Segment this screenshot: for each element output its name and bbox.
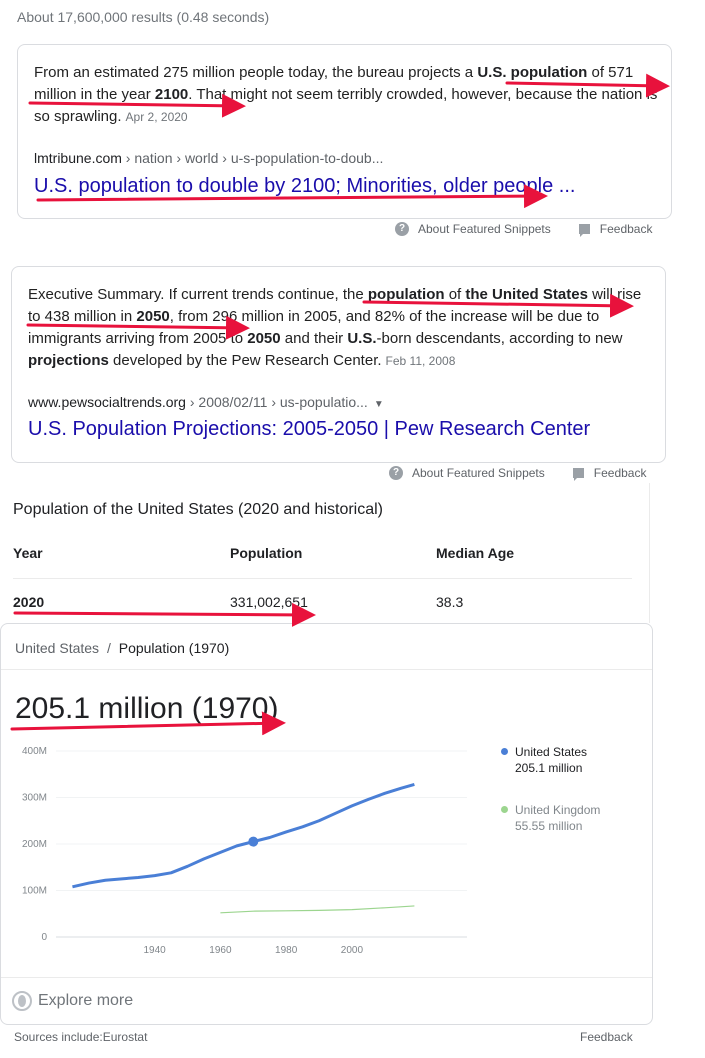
result-cite xyxy=(28,394,384,410)
snippet-text xyxy=(28,284,653,372)
bold-segment: the United States xyxy=(465,286,588,303)
series-line-united-states xyxy=(72,784,414,886)
about-row-2 xyxy=(389,466,646,480)
series-line-united-kingdom xyxy=(220,906,414,913)
feedback-link[interactable]: Feedback xyxy=(580,1030,633,1044)
legend-united-states[interactable] xyxy=(515,744,587,776)
table-title: Population of the United States (2020 and historical) xyxy=(13,501,384,518)
text-segment: -born descendants, according to new xyxy=(376,330,623,347)
text-segment: From an estimated 275 million people today, the bureau projects a xyxy=(34,64,478,81)
cite-site: www.pewsocialtrends.org xyxy=(28,394,186,410)
explore-more-label: Explore more xyxy=(38,992,134,1009)
cite-path: › 2008/02/11 › us-populatio... xyxy=(185,394,368,410)
text-segment: developed by the Pew Research Center. xyxy=(108,352,382,369)
column-header-median-age: Median Age xyxy=(436,545,515,561)
y-tick-label: 200M xyxy=(21,839,47,850)
globe-icon xyxy=(12,991,32,1011)
feedback-icon xyxy=(579,224,590,234)
result-title-link[interactable]: U.S. population to double by 2100; Minorities, older people ... xyxy=(34,175,576,197)
population-value: 205.1 million (1970) xyxy=(15,692,279,725)
text-segment: and their xyxy=(280,330,348,347)
bold-segment: U.S. population xyxy=(477,64,588,81)
x-tick-label: 1980 xyxy=(275,945,298,956)
population-table-card xyxy=(0,483,650,623)
feedback-link[interactable]: Feedback xyxy=(599,222,653,236)
snippet-date: Apr 2, 2020 xyxy=(125,110,188,124)
text-segment: Executive Summary. If current trends continue, the xyxy=(28,286,368,303)
population-chart[interactable] xyxy=(1,739,481,969)
highlight-point xyxy=(248,837,258,847)
text-segment: , from 296 million in 2005, and 82% of the increase will be due to immigrants arriving from 2005 to xyxy=(28,308,600,347)
divider xyxy=(1,977,652,978)
bold-segment: projections xyxy=(28,352,109,369)
caret-down-icon[interactable]: ▼ xyxy=(373,399,384,410)
cite-path: › nation › world › u-s-population-to-doub... xyxy=(121,150,384,166)
y-tick-label: 0 xyxy=(41,932,47,943)
bold-segment: 2100 xyxy=(154,86,189,103)
about-featured-snippets-link[interactable]: About Featured Snippets xyxy=(418,222,551,236)
cite-site: lmtribune.com xyxy=(34,150,122,166)
x-tick-label: 2000 xyxy=(340,945,364,956)
table-cell-median-age: 38.3 xyxy=(436,594,464,610)
text-segment: of 571 million in the year xyxy=(34,64,634,103)
breadcrumb xyxy=(15,640,229,656)
column-header-population: Population xyxy=(230,545,303,561)
about-featured-snippets-link[interactable]: About Featured Snippets xyxy=(412,466,545,480)
legend-united-kingdom[interactable] xyxy=(515,802,600,834)
bold-segment: 2050 xyxy=(136,308,170,325)
result-title-link[interactable]: U.S. Population Projections: 2005-2050 | Pew Research Center xyxy=(28,418,591,440)
table-cell-year: 2020 xyxy=(13,594,45,610)
feedback-icon xyxy=(573,468,584,478)
legend-dot-icon xyxy=(501,748,508,755)
help-circle-icon: ? xyxy=(389,466,403,480)
featured-snippet-2 xyxy=(11,266,666,463)
text-segment: of xyxy=(444,286,466,303)
legend-dot-icon xyxy=(501,806,508,813)
legend-value: 205.1 million xyxy=(515,761,583,775)
about-row-1 xyxy=(395,222,652,236)
x-tick-label: 1940 xyxy=(143,945,166,956)
text-segment: will rise to 438 million in xyxy=(28,286,642,325)
population-panel xyxy=(0,623,653,1025)
featured-snippet-1 xyxy=(17,44,672,219)
results-count: About 17,600,000 results (0.48 seconds) xyxy=(17,9,270,25)
y-tick-label: 400M xyxy=(21,746,47,757)
table-cell-population: 331,002,651 xyxy=(230,594,308,610)
bold-segment: population xyxy=(367,286,445,303)
legend-value: 55.55 million xyxy=(515,819,583,833)
snippet-date: Feb 11, 2008 xyxy=(385,354,456,368)
bold-segment: 2050 xyxy=(247,330,281,347)
result-cite xyxy=(34,150,383,166)
y-tick-label: 300M xyxy=(21,792,47,804)
y-tick-label: 100M xyxy=(21,885,47,897)
text-segment: . That might not seem terribly crowded, however, because the nation is so sprawling. xyxy=(34,86,658,125)
bold-segment: U.S. xyxy=(347,330,377,347)
help-circle-icon: ? xyxy=(395,222,409,236)
breadcrumb-separator: / xyxy=(106,640,111,656)
explore-more-link[interactable] xyxy=(12,991,133,1011)
snippet-text xyxy=(34,62,659,128)
x-tick-label: 1960 xyxy=(209,945,232,956)
feedback-link[interactable]: Feedback xyxy=(593,466,647,480)
column-header-year: Year xyxy=(13,545,43,561)
sources-text: Sources include:Eurostat xyxy=(14,1030,148,1044)
breadcrumb-root[interactable]: United States xyxy=(15,640,100,656)
divider xyxy=(1,669,652,670)
legend-name: United States xyxy=(515,745,588,759)
breadcrumb-current: Population (1970) xyxy=(118,640,230,656)
table-divider xyxy=(13,578,632,579)
legend-name: United Kingdom xyxy=(515,803,601,817)
